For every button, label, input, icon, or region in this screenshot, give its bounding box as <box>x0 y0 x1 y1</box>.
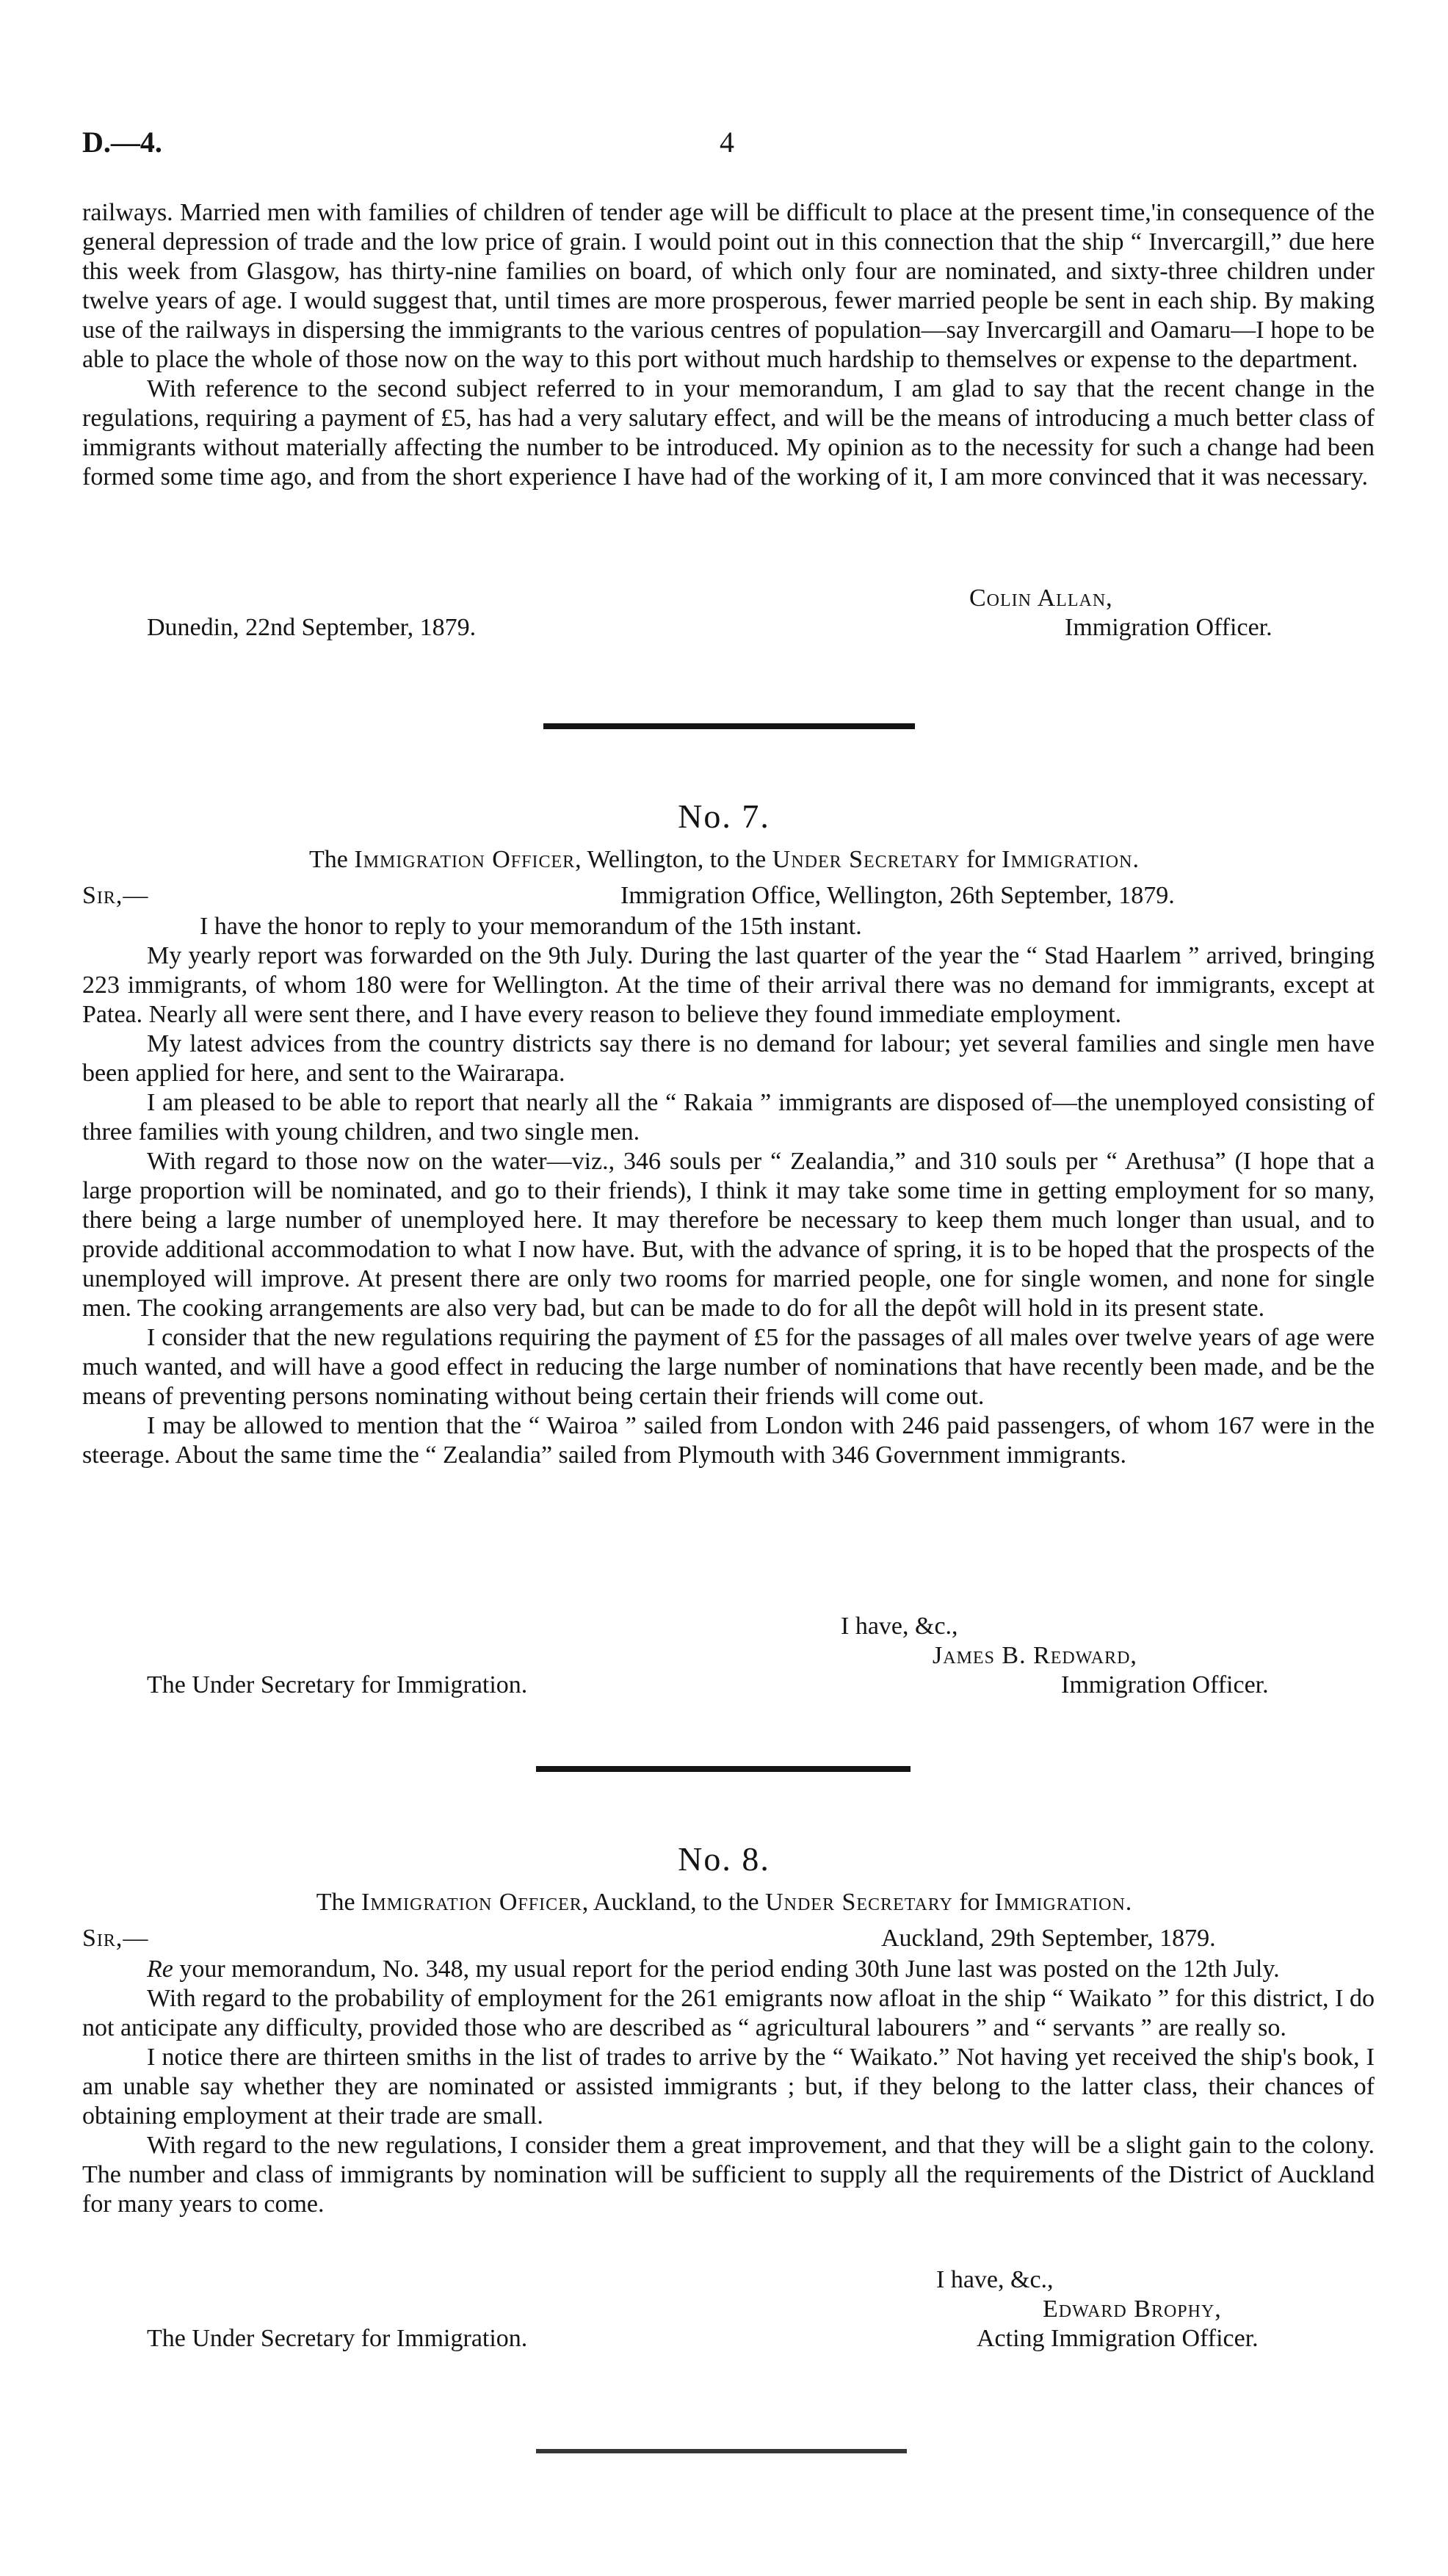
to-dept: Immigration <box>994 1889 1126 1916</box>
paragraph <box>82 1955 1375 1984</box>
document-code: D.—4. <box>82 126 162 159</box>
page-number: 4 <box>720 126 734 159</box>
to-title: Under Secretary <box>765 1889 953 1916</box>
addressee: The Under Secretary for Immigration. <box>147 1671 528 1698</box>
from-title: Immigration Officer <box>361 1889 582 1916</box>
paragraph: I have the honor to reply to your memorandum of the 15th instant. <box>200 913 862 940</box>
letter-7-subtitle: The Immigration Officer, Wellington, to the Under Secretary for Immigration. <box>309 846 1139 873</box>
paragraph: I notice there are thirteen smiths in the list of trades to arrive by the “ Waikato.” Not having yet received the ship's book, I am unable say whether they are nominated or assisted immigrants ; but, if they belong to the latter class, their chances of obtaining employment at their trade are small. <box>82 2044 1375 2130</box>
signature-title: Immigration Officer. <box>1065 614 1273 641</box>
paragraph: I may be allowed to mention that the “ Wairoa ” sailed from London with 246 paid passengers, of whom 167 were in the steerage. About the same time the “ Zealandia” sailed from Plymouth with 346 Government immigrants. <box>82 1412 1375 1469</box>
re-word: Re <box>147 1955 173 1983</box>
signature-name: Colin Allan, <box>969 585 1113 612</box>
addressee: The Under Secretary for Immigration. <box>147 2325 528 2352</box>
letter-8-body <box>82 1955 1375 2219</box>
address-date: Immigration Office, Wellington, 26th September, 1879. <box>620 882 1175 909</box>
section-divider <box>543 723 915 729</box>
letter-7-number: No. 7. <box>678 797 770 835</box>
paragraph: I am pleased to be able to report that nearly all the “ Rakaia ” immigrants are disposed of—the unemployed consisting of three families with young children, and two single men. <box>82 1089 1375 1146</box>
paragraph-text: your memorandum, No. 348, my usual report for the period ending 30th June last was posted on the 12th July. <box>173 1955 1280 1983</box>
address-date: Auckland, 29th September, 1879. <box>881 1925 1216 1952</box>
page-header <box>82 125 1375 169</box>
letter-7-body <box>82 912 1375 1470</box>
from-title: Immigration Officer <box>354 846 576 873</box>
to-dept: Immigration <box>1002 846 1133 873</box>
closing: I have, &c., <box>841 1613 958 1640</box>
letter-6-body <box>82 198 1375 492</box>
place-date: Dunedin, 22nd September, 1879. <box>147 614 477 641</box>
paragraph: I consider that the new regulations requiring the payment of £5 for the passages of all males over twelve years of age were much wanted, and will have a good effect in reducing the large number of nominations that have recently been made, and be the means of preventing persons nominating without being certain their friends will come out. <box>82 1324 1375 1410</box>
paragraph: With reference to the second subject referred to in your memorandum, I am glad to say that the recent change in the regulations, requiring a payment of £5, has had a very salutary effect, and will be the means of introducing a much better class of immigrants without materially affecting the number to be introduced. My opinion as to the necessity for such a change had been formed some time ago, and from the short experience I have had of the working of it, I am more convinced that it was necessary. <box>82 375 1375 491</box>
letter-8-subtitle: The Immigration Officer, Auckland, to the Under Secretary for Immigration. <box>316 1889 1132 1916</box>
paragraph: My yearly report was forwarded on the 9th July. During the last quarter of the year the “ Stad Haarlem ” arrived, bringing 223 immigrants, of whom 180 were for Wellington. At the time of their arrival there was no demand for immigrants, except at Patea. Nearly all were sent there, and I have every reason to believe they found immediate employment. <box>82 942 1375 1028</box>
signature-name: Edward Brophy, <box>1043 2295 1222 2323</box>
to-title: Under Secretary <box>772 846 960 873</box>
paragraph: With regard to those now on the water—viz., 346 souls per “ Zealandia,” and 310 souls per “ Arethusa” (I hope that a large proportion will be nominated, and go to their friends), I think it may take some time in getting employment for so many, there being a large number of unemployed here. It may therefore be necessary to keep them much longer than usual, and to provide additional accommodation to what I now have. But, with the advance of spring, it is to be hoped that the prospects of the unemployed will improve. At present there are only two rooms for married people, one for single women, and none for single men. The cooking arrangements are also very bad, but can be made to do for all the depôt will hold in its present state. <box>82 1148 1375 1322</box>
end-divider <box>536 2449 907 2453</box>
paragraph: With regard to the new regulations, I consider them a great improvement, and that they will be a slight gain to the colony. The number and class of immigrants by nomination will be sufficient to supply all the requirements of the District of Auckland for many years to come. <box>82 2132 1375 2218</box>
paragraph: With regard to the probability of employment for the 261 emigrants now afloat in the ship “ Waikato ” for this district, I do not anticipate any difficulty, provided those who are described as “ agricultural labourers ” and “ servants ” are really so. <box>82 1985 1375 2041</box>
from-place: Auckland <box>593 1889 691 1916</box>
closing: I have, &c., <box>936 2266 1054 2293</box>
paragraph: My latest advices from the country districts say there is no demand for labour; yet several families and single men have been applied for here, and sent to the Wairarapa. <box>82 1030 1375 1087</box>
signature-title: Immigration Officer. <box>1061 1671 1269 1698</box>
signature-name: James B. Redward, <box>933 1642 1137 1669</box>
paragraph: railways. Married men with families of children of tender age will be difficult to place at the present time,'in consequence of the general depression of trade and the low price of grain. I would point out in this connection that the ship “ Invercargill,” due here this week from Glasgow, has thirty-nine families on board, of which only four are nominated, and sixty-three children under twelve years of age. I would suggest that, until times are more prosperous, fewer married people be sent in each ship. By making use of the railways in dispersing the immigrants to the various centres of population—say Invercargill and Oamaru—I hope to be able to place the whole of those now on the way to this port without much hardship to themselves or expense to the department. <box>82 199 1375 373</box>
signature-title: Acting Immigration Officer. <box>977 2325 1259 2352</box>
section-divider <box>536 1766 911 1772</box>
letter-8-number: No. 8. <box>678 1840 770 1878</box>
salutation: Sir,— <box>82 1925 149 1952</box>
from-place: Wellington <box>587 846 698 873</box>
salutation: Sir,— <box>82 882 149 909</box>
